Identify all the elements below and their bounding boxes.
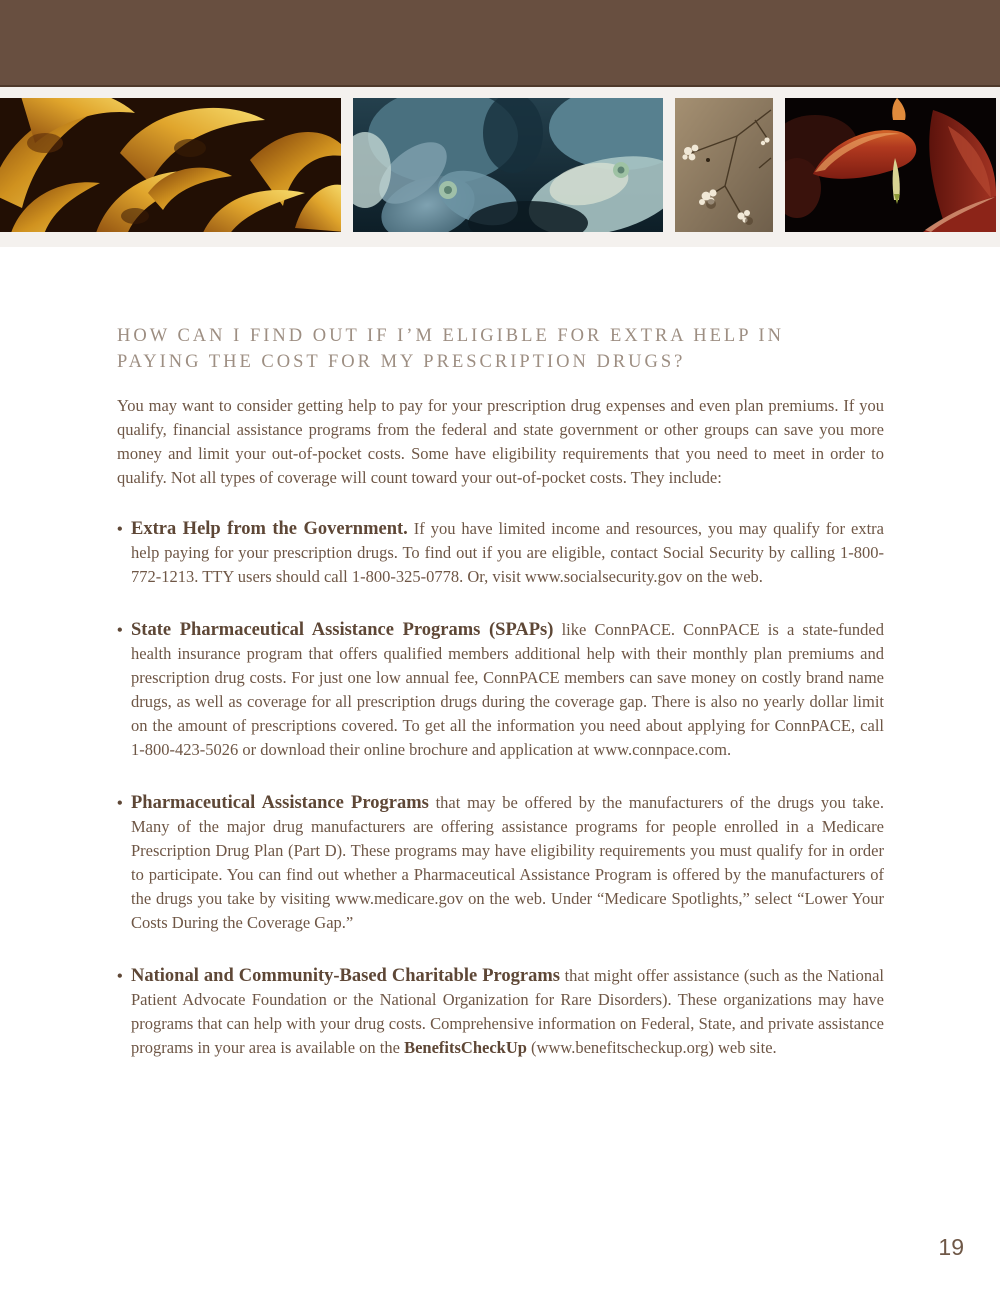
photo-strip — [0, 87, 1000, 247]
benefit-lead: State Pharmaceutical Assistance Programs (SPAPs) — [131, 620, 554, 640]
benefit-segment: BenefitsCheckUp — [404, 1038, 527, 1057]
blue-hydrangea-photo — [353, 98, 663, 232]
benefit-item — [117, 517, 884, 589]
benefit-text — [131, 517, 884, 589]
golden-petals-photo — [0, 98, 341, 232]
benefit-list — [117, 517, 884, 1060]
page-number: 19 — [938, 1234, 964, 1260]
benefit-segment: If you have limited income and resources, you may qualify for extra help paying for your prescription drugs. To find out if you are eligible, contact Social Security by calling 1-800-772-1213. TTY users should call 1-800-325-0778. Or, visit www.socialsecurity.gov on the web. — [131, 519, 884, 586]
benefit-text — [131, 618, 884, 762]
benefit-item — [117, 964, 884, 1060]
benefit-segment: like ConnPACE. ConnPACE is a state-funded health insurance program that offers qualified members additional help with their monthly plan premiums and prescription drug costs. For just one low annual fee, ConnPACE members can save money on costly brand name drugs, as well as coverage for all prescription drugs during the coverage gap. There is also no yearly dollar limit on the amount of prescriptions covered. To get all the information you need about applying for ConnPACE, call 1-800-423-5026 or download their online brochure and application at www.connpace.com. — [131, 620, 884, 759]
page-title-line1: HOW CAN I FIND OUT IF I’M ELIGIBLE FOR EXTRA HELP IN — [117, 326, 784, 346]
red-calla-lilies-photo — [785, 98, 996, 232]
benefit-text — [131, 964, 884, 1060]
benefit-text — [131, 791, 884, 935]
benefit-lead: Extra Help from the Government. — [131, 519, 408, 539]
page-title — [117, 323, 884, 375]
babys-breath-photo — [675, 98, 773, 232]
page-title-line2: PAYING THE COST FOR MY PRESCRIPTION DRUGS? — [117, 352, 686, 372]
benefit-lead: Pharmaceutical Assistance Programs — [131, 793, 429, 813]
benefit-item — [117, 618, 884, 762]
intro-paragraph: You may want to consider getting help to pay for your prescription drug expenses and even plan premiums. If you qualify, financial assistance programs from the federal and state government or other groups can save you more money and limit your out-of-pocket costs. Some have eligibility requirements that you need to meet in order to qualify. Not all types of coverage will count toward your out-of-pocket costs. They include: — [117, 396, 884, 487]
benefit-lead: National and Community-Based Charitable Programs — [131, 966, 561, 986]
benefit-segment: (www.benefitscheckup.org) web site. — [526, 1038, 777, 1057]
header-band — [0, 0, 1000, 87]
benefit-segment: that might offer assistance (such as the National Patient Advocate Foundation or the National Organization for Rare Disorders). These organizations may have programs that can help with your drug costs. Comprehensive information on Federal, State, and private assistance programs in your area is available on the — [131, 966, 885, 1057]
benefit-segment: that may be offered by the manufacturers of the drugs you take. Many of the major drug manufacturers are offering assistance programs for people enrolled in a Medicare Prescription Drug Plan (Part D). These programs may have eligibility requirements you must qualify for in order to participate. You can find out whether a Pharmaceutical Assistance Program is offered by the manufacturers of the drugs you take by visiting www.medicare.gov on the web. Under “Medicare Spotlights,” select “Lower Your Costs During the Coverage Gap.” — [131, 793, 884, 932]
benefit-item — [117, 791, 884, 935]
content-area — [117, 323, 884, 1060]
